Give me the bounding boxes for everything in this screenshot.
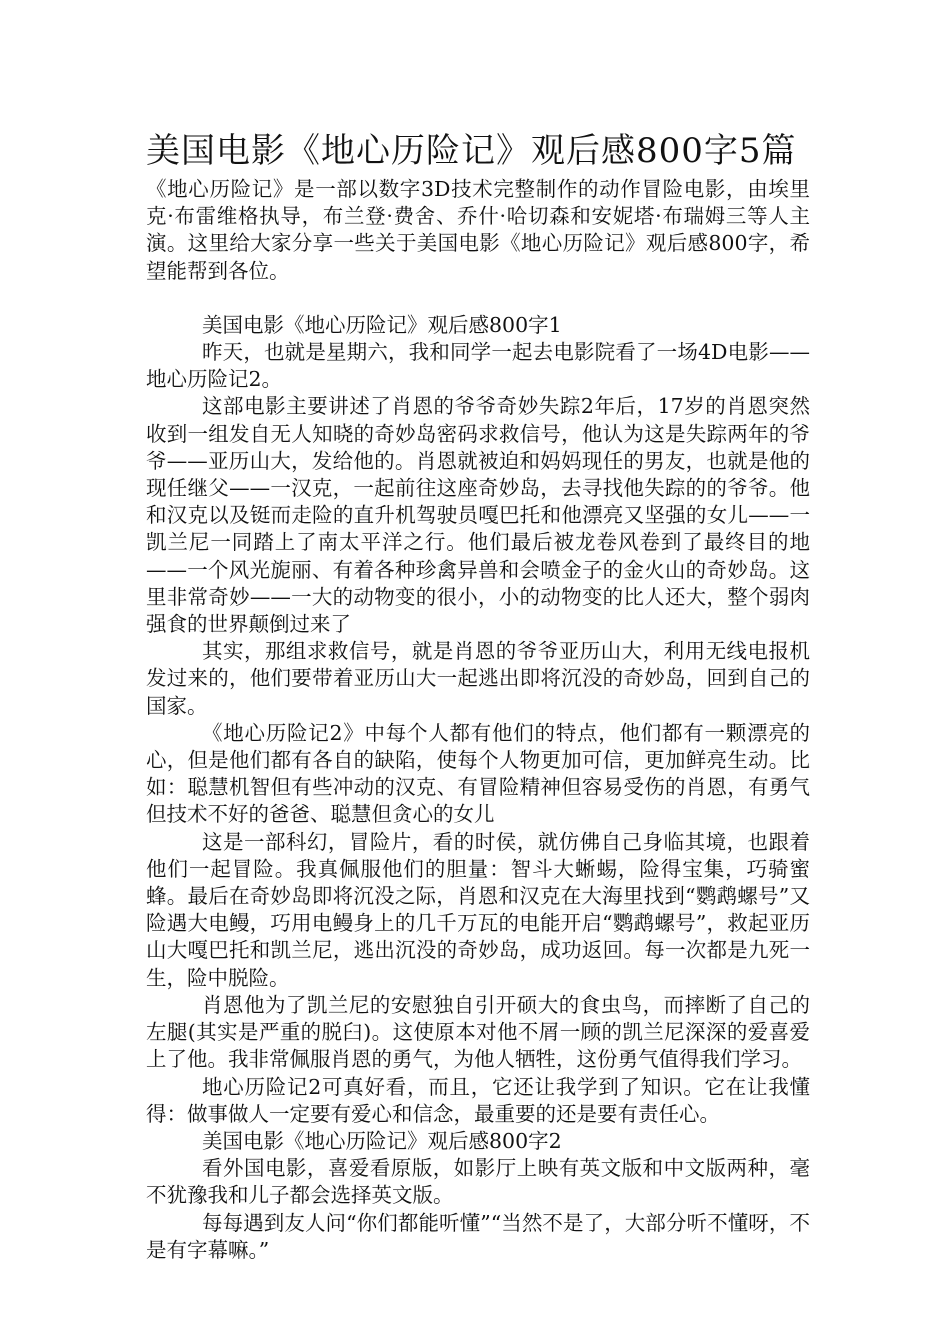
section-1-paragraph-3: 其实，那组求救信号，就是肖恩的爷爷亚历山大，利用无线电报机发过来的，他们要带着亚历山大一起逃出即将沉没的奇妙岛，回到自己的国家。 [146,639,810,718]
section-spacer [146,285,810,312]
section-2-paragraph-1: 看外国电影，喜爱看原版，如影厅上映有英文版和中文版两种，毫不犹豫我和儿子都会选择英文版。 [146,1156,810,1208]
section-2-paragraph-2: 每每遇到友人问“你们都能听懂”“当然不是了，大部分听不懂呀，不是有字幕嘛。” [146,1210,810,1262]
section-2-heading: 美国电影《地心历险记》观后感800字2 [202,1128,562,1153]
intro-paragraph: 《地心历险记》是一部以数字3D技术完整制作的动作冒险电影，由埃里克·布雷维格执导，布兰登·费舍、乔什·哈切森和安妮塔·布瑞姆三等人主演。这里给大家分享一些关于美国电影《地心历险记》观后感800字，希望能帮到各位。 [146,177,810,283]
section-1-paragraph-6: 肖恩他为了凯兰尼的安慰独自引开硕大的食虫鸟，而摔断了自己的左腿(其实是严重的脱臼)。这使原本对他不屑一顾的凯兰尼深深的爱喜爱上了他。我非常佩服肖恩的勇气，为他人牺牲，这份勇气值得我们学习。 [146,992,810,1072]
document-page [146,128,810,1264]
section-1-paragraph-4: 《地心历险记2》中每个人都有他们的特点，他们都有一颗漂亮的心，但是他们都有各自的缺陷，使每个人物更加可信，更加鲜亮生动。比如：聪慧机智但有些冲动的汉克、有冒险精神但容易受伤的肖恩，有勇气但技术不好的爸爸、聪慧但贪心的女儿 [146,720,810,827]
section-1-paragraph-7: 地心历险记2可真好看，而且，它还让我学到了知识。它在让我懂得：做事做人一定要有爱心和信念，最重要的还是要有责任心。 [146,1074,810,1126]
section-1-heading: 美国电影《地心历险记》观后感800字1 [202,312,562,337]
section-1-paragraph-2: 这部电影主要讲述了肖恩的爷爷奇妙失踪2年后，17岁的肖恩突然收到一组发自无人知晓的奇妙岛密码求救信号，他认为这是失踪两年的爷爷——亚历山大，发给他的。肖恩就被迫和妈妈现任的男友，也就是他的现任继父——一汉克，一起前往这座奇妙岛，去寻找他失踪的的爷爷。他和汉克以及铤而走险的直升机驾驶员嘎巴托和他漂亮又坚强的女儿——一凯兰尼一同踏上了南太平洋之行。他们最后被龙卷风卷到了最终目的地——一个风光旎丽、有着各种珍禽异兽和会喷金子的金火山的奇妙岛。这里非常奇妙——一大的动物变的很小，小的动物变的比人还大，整个弱肉强食的世界颠倒过来了 [146,394,810,637]
section-1-paragraph-5: 这是一部科幻，冒险片，看的时侯，就仿佛自己身临其境，也跟着他们一起冒险。我真佩服他们的胆量：智斗大蜥蜴，险得宝集，巧骑蜜蜂。最后在奇妙岛即将沉没之际，肖恩和汉克在大海里找到“鹦鹉螺号”又险遇大电鳗，巧用电鳗身上的几千万瓦的电能开启“鹦鹉螺号”，救起亚历山大嘎巴托和凯兰尼，逃出沉没的奇妙岛，成功返回。每一次都是九死一生，险中脱险。 [146,829,810,990]
document-title: 美国电影《地心历险记》观后感800字5篇 [146,131,797,171]
section-1-paragraph-1: 昨天，也就是星期六，我和同学一起去电影院看了一场4D电影——地心历险记2。 [146,340,810,392]
